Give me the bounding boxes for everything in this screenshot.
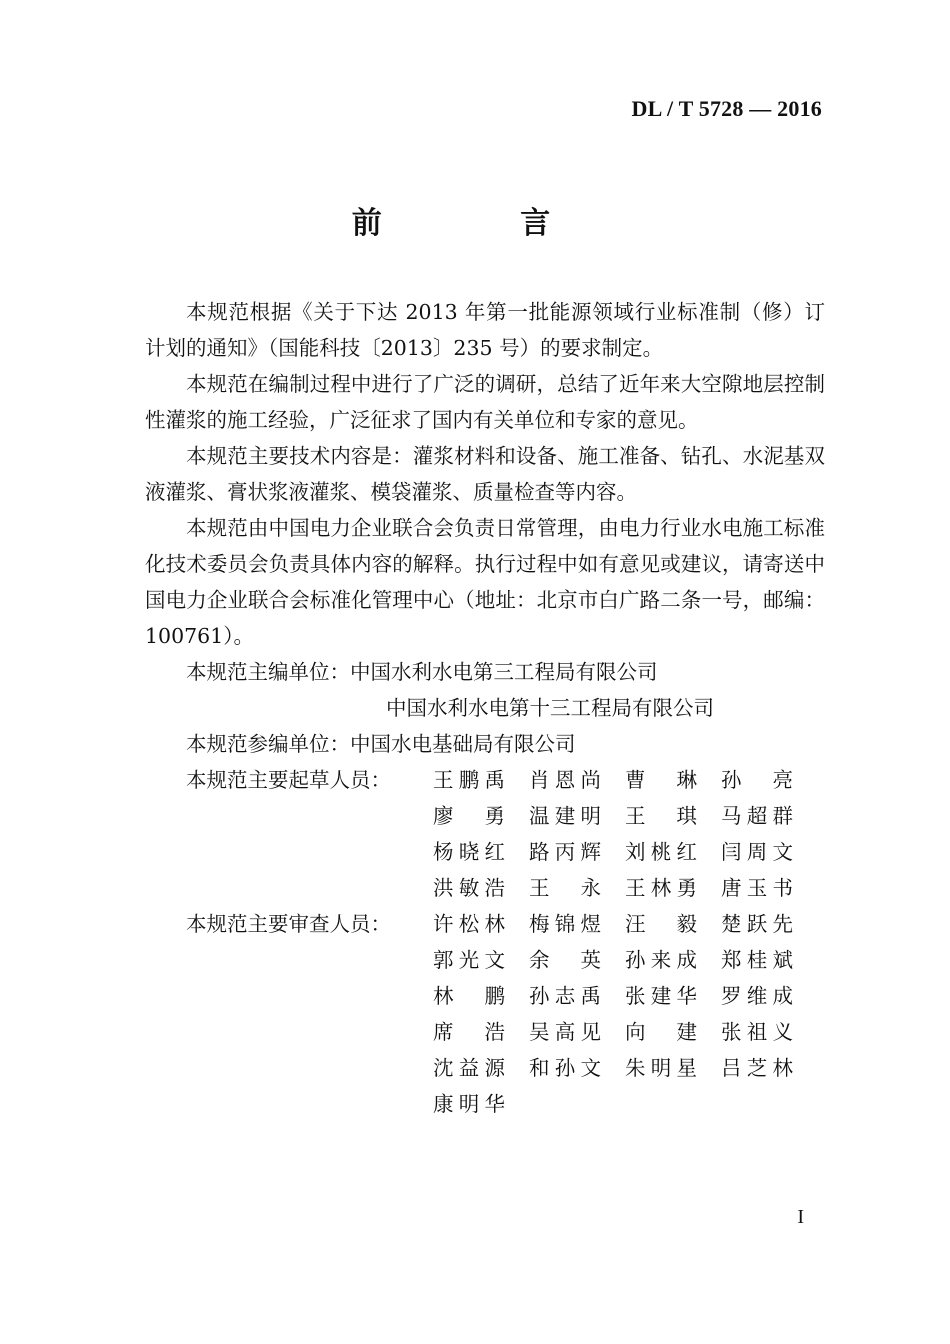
person-name: 刘桃红 [625, 840, 697, 864]
person-name: 曹琳 [625, 768, 697, 792]
person-name: 许松林 [433, 912, 505, 936]
person-name: 罗维成 [721, 984, 793, 1008]
name-row [433, 906, 833, 942]
participating-units-line [145, 726, 825, 762]
person-name: 梅锦煜 [529, 912, 601, 936]
person-name: 郑桂斌 [721, 948, 793, 972]
person-name: 余英 [529, 948, 601, 972]
name-row [433, 798, 833, 834]
name-row [433, 1050, 833, 1086]
person-name: 唐玉书 [721, 876, 793, 900]
person-name: 张祖义 [721, 1020, 793, 1044]
name-row [433, 870, 833, 906]
preface-paragraph: 本规范根据《关于下达 2013 年第一批能源领域行业标准制（修）订计划的通知》（国能科技〔2013〕235 号）的要求制定。 [145, 300, 825, 360]
person-name: 马超群 [721, 804, 793, 828]
name-row [433, 1014, 833, 1050]
chief-unit-name: 中国水利水电第三工程局有限公司 [350, 660, 658, 684]
standard-number: DL / T 5728 — 2016 [631, 96, 822, 121]
name-row [433, 942, 833, 978]
preface-paragraph: 本规范在编制过程中进行了广泛的调研，总结了近年来大空隙地层控制性灌浆的施工经验，广泛征求了国内有关单位和专家的意见。 [145, 372, 825, 432]
name-row [433, 762, 833, 798]
preface-paragraph: 本规范由中国电力企业联合会负责日常管理，由电力行业水电施工标准化技术委员会负责具体内容的解释。执行过程中如有意见或建议，请寄送中国电力企业联合会标准化管理中心（地址：北京市白广路二条一号，邮编：100761）。 [145, 516, 825, 648]
person-name: 杨晓红 [433, 840, 505, 864]
person-name: 汪毅 [625, 912, 697, 936]
reviewers-names [433, 906, 833, 1122]
drafters-names [433, 762, 833, 906]
person-name: 温建明 [529, 804, 601, 828]
name-row [433, 1086, 833, 1122]
preface-content [145, 294, 825, 1122]
person-name: 向建 [625, 1020, 697, 1044]
person-name: 洪敏浩 [433, 876, 505, 900]
person-name: 席浩 [433, 1020, 505, 1044]
page-title: 前 言 [351, 206, 615, 241]
person-name: 王林勇 [625, 876, 697, 900]
person-name: 沈益源 [433, 1056, 505, 1080]
person-name: 林鹏 [433, 984, 505, 1008]
person-name: 郭光文 [433, 948, 505, 972]
person-name: 廖勇 [433, 804, 505, 828]
person-name: 吕芝林 [721, 1056, 793, 1080]
person-name: 孙亮 [721, 768, 793, 792]
person-name: 路丙辉 [529, 840, 601, 864]
reviewers-label: 本规范主要审查人员： [186, 912, 391, 936]
person-name: 楚跃先 [721, 912, 793, 936]
chief-units-line [145, 690, 825, 726]
person-name: 朱明星 [625, 1056, 697, 1080]
name-row [433, 978, 833, 1014]
reviewers-block [145, 906, 825, 1122]
page-number: I [797, 1206, 804, 1228]
chief-unit-name: 中国水利水电第十三工程局有限公司 [386, 696, 714, 720]
person-name: 王永 [529, 876, 601, 900]
person-name: 吴高见 [529, 1020, 601, 1044]
person-name: 闫周文 [721, 840, 793, 864]
person-name: 王鹏禹 [433, 768, 505, 792]
person-name: 康明华 [433, 1092, 505, 1116]
preface-paragraph: 本规范主要技术内容是：灌浆材料和设备、施工准备、钻孔、水泥基双液灌浆、膏状浆液灌浆、模袋灌浆、质量检查等内容。 [145, 444, 825, 504]
person-name: 孙志禹 [529, 984, 601, 1008]
participating-unit-name: 中国水电基础局有限公司 [350, 732, 576, 756]
person-name: 肖恩尚 [529, 768, 601, 792]
person-name: 张建华 [625, 984, 697, 1008]
drafters-block [145, 762, 825, 906]
chief-units-line [145, 654, 825, 690]
chief-units-label: 本规范主编单位： [186, 660, 350, 684]
participating-units-label: 本规范参编单位： [186, 732, 350, 756]
person-name: 孙来成 [625, 948, 697, 972]
drafters-label: 本规范主要起草人员： [186, 768, 391, 792]
person-name: 王琪 [625, 804, 697, 828]
name-row [433, 834, 833, 870]
person-name: 和孙文 [529, 1056, 601, 1080]
